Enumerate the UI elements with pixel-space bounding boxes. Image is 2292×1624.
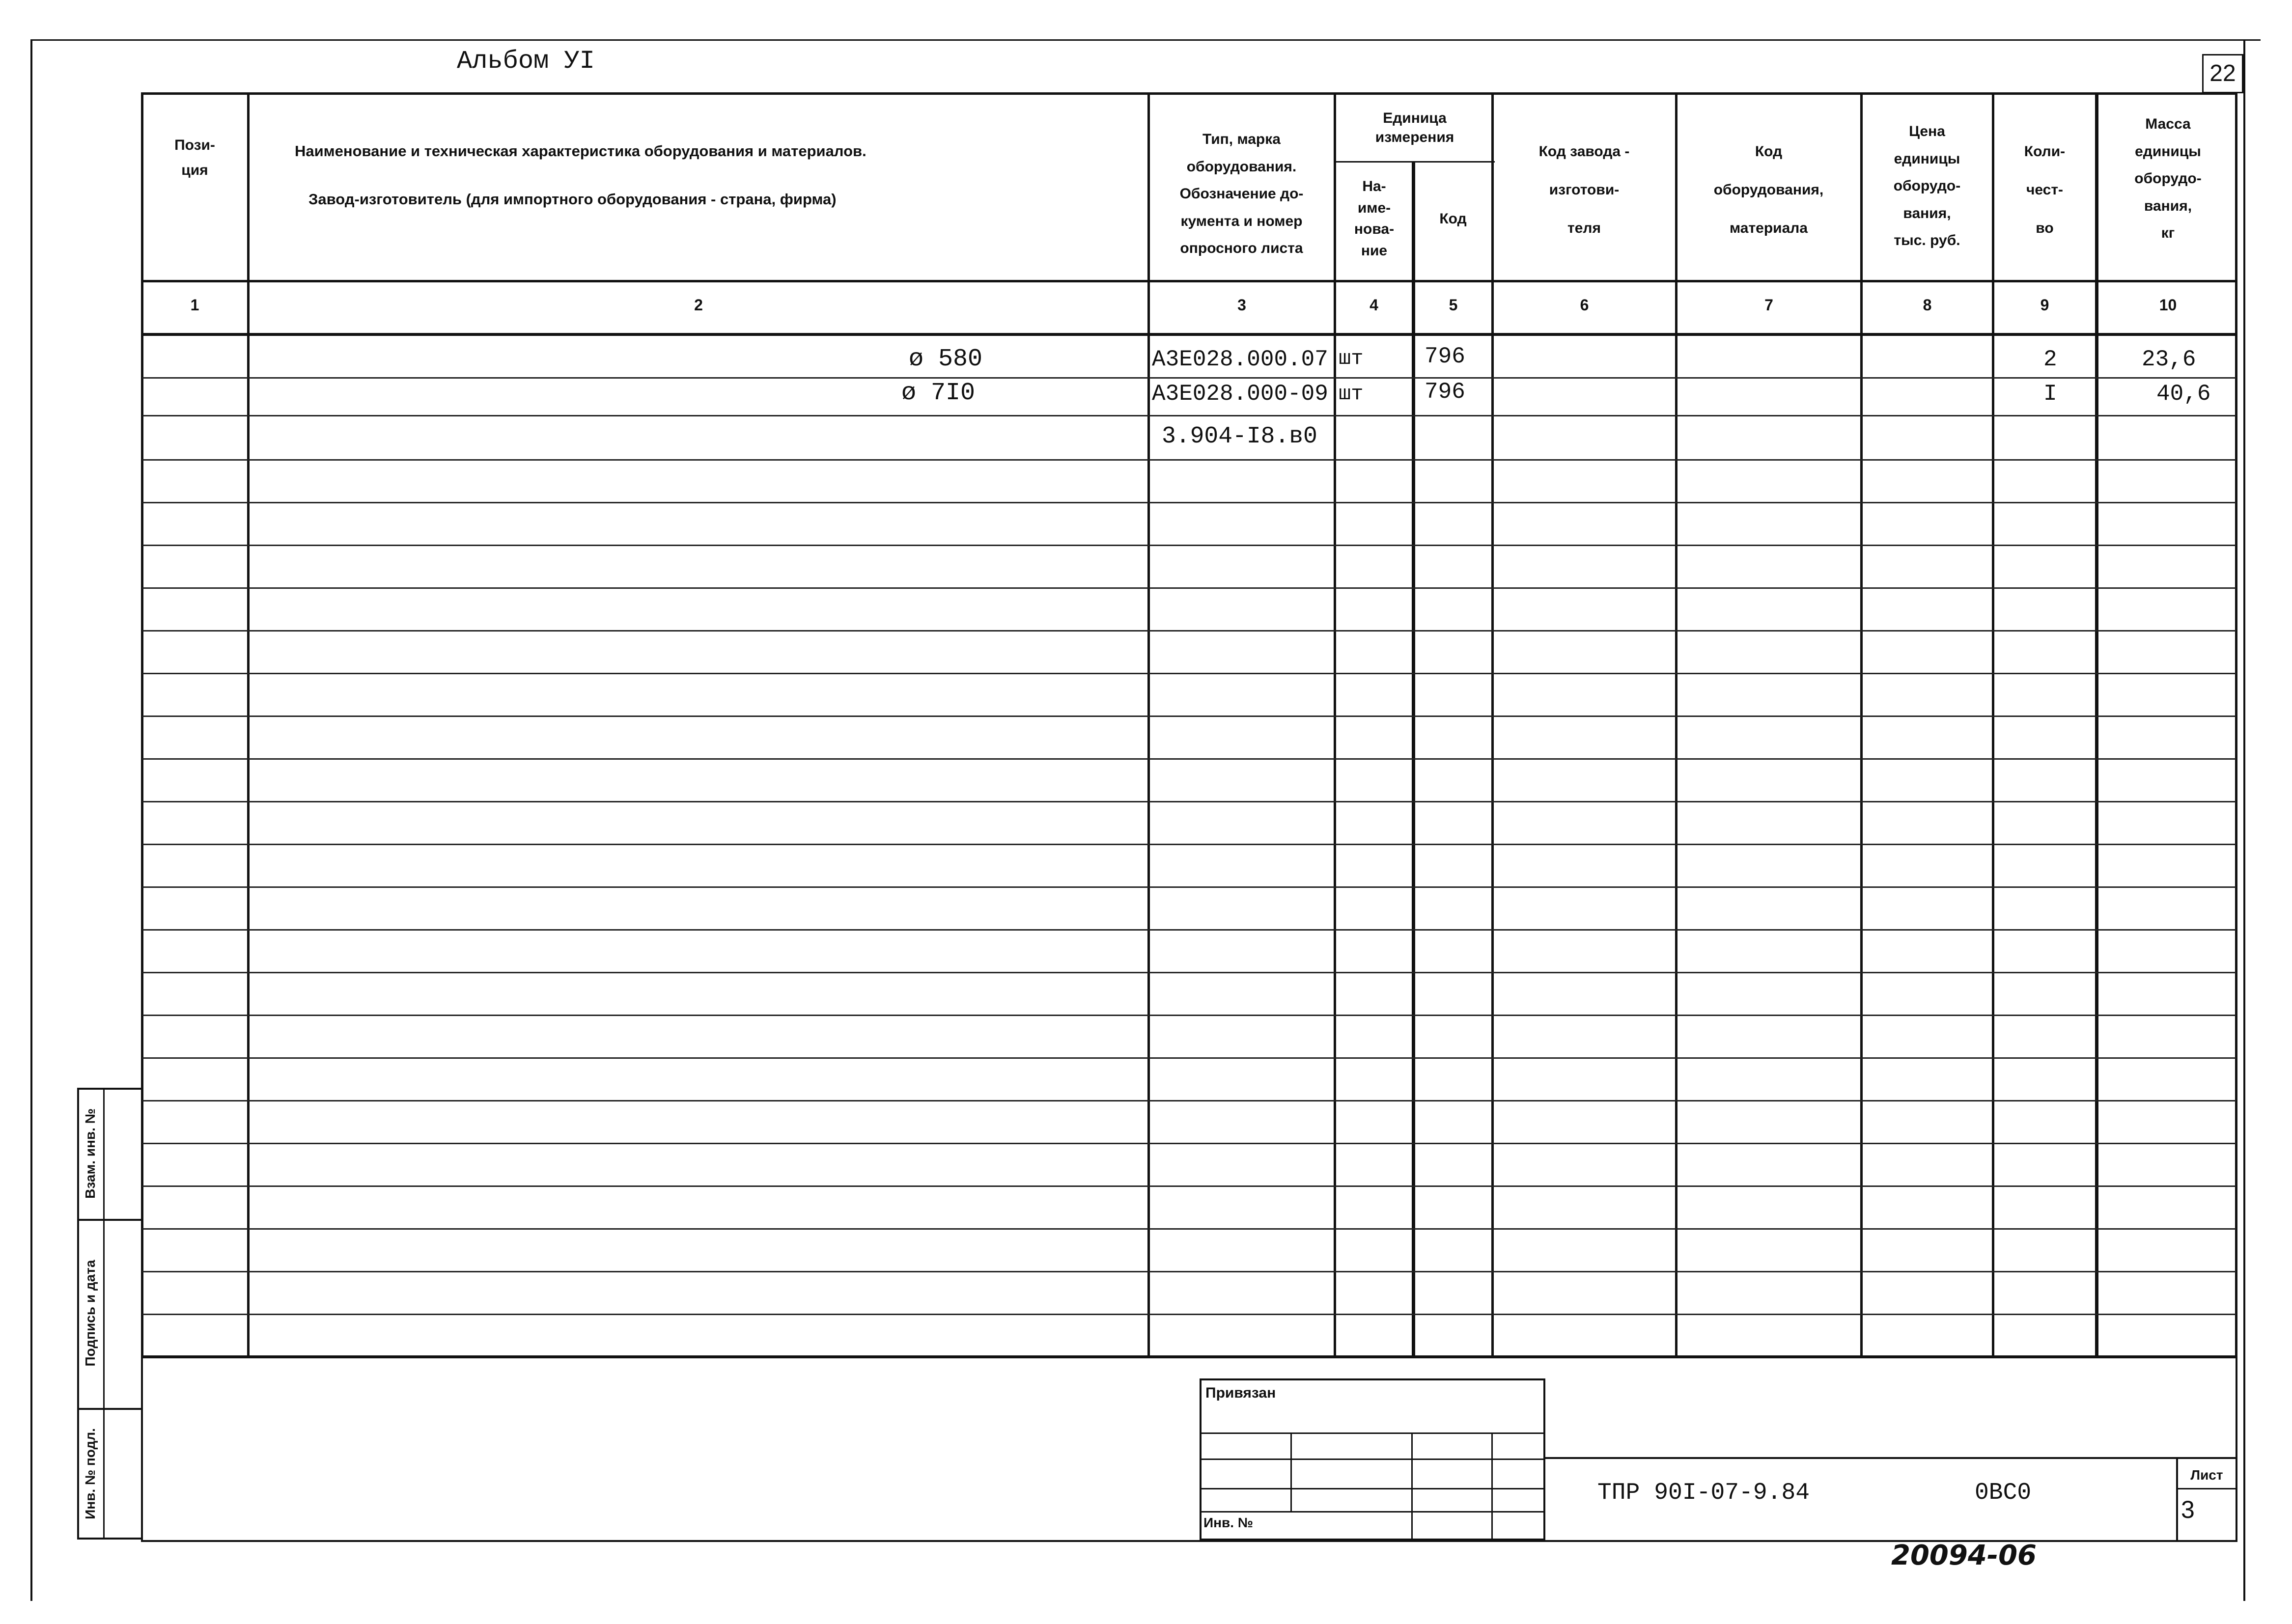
sheet-label-line bbox=[2176, 1488, 2237, 1489]
row-line bbox=[142, 1314, 2236, 1315]
privyazan-line1 bbox=[1200, 1432, 1545, 1434]
colnum-2: 2 bbox=[694, 296, 703, 314]
titleblock-top bbox=[1543, 1457, 2237, 1459]
row-line bbox=[142, 972, 2236, 973]
header-equipment-code: Код оборудования, материала bbox=[1713, 143, 1824, 236]
colnum-3: 3 bbox=[1237, 296, 1246, 314]
side-label-inv-podl: Инв. № подл. bbox=[83, 1428, 98, 1519]
album-title: Альбом УI bbox=[457, 47, 595, 76]
row-line bbox=[142, 886, 2236, 888]
colnum-8: 8 bbox=[1923, 296, 1932, 314]
colnum-5: 5 bbox=[1449, 296, 1458, 314]
side-strip-div1 bbox=[77, 1219, 142, 1221]
row1-unit: шт bbox=[1339, 347, 1364, 370]
side-label-inv-vzam: Взам. инв. № bbox=[83, 1108, 98, 1199]
privyazan-label: Привязан bbox=[1205, 1385, 1276, 1401]
row3-type: 3.904-I8.в0 bbox=[1162, 423, 1317, 450]
col-line-1 bbox=[247, 92, 250, 1358]
row-line bbox=[142, 801, 2236, 802]
header-unit-code: Код bbox=[1439, 211, 1467, 227]
privyazan-v2 bbox=[1411, 1432, 1413, 1541]
col-line-3 bbox=[1334, 92, 1336, 1358]
header-quantity: Коли- чест- во bbox=[2024, 143, 2066, 236]
row2-qty: I bbox=[2043, 381, 2057, 407]
row-line bbox=[142, 630, 2236, 632]
page-number: 22 bbox=[2209, 60, 2236, 86]
row2-type: А3Е028.000-09 bbox=[1152, 381, 1328, 407]
row2-code: 796 bbox=[1425, 379, 1465, 405]
sheet-label: Лист bbox=[2190, 1467, 2223, 1483]
row-line bbox=[142, 1100, 2236, 1101]
col-line-6 bbox=[1675, 92, 1677, 1358]
side-strip-div2 bbox=[77, 1408, 142, 1410]
privyazan-line3 bbox=[1200, 1488, 1545, 1489]
header-bottom-line bbox=[141, 280, 2237, 282]
side-label-sign-date: Подпись и дата bbox=[83, 1260, 98, 1367]
col-line-9 bbox=[2095, 92, 2098, 1358]
side-strip-left bbox=[77, 1088, 79, 1540]
privyazan-line2 bbox=[1200, 1459, 1545, 1460]
row-line bbox=[142, 415, 2236, 416]
colnum-1: 1 bbox=[190, 296, 199, 314]
row-line bbox=[142, 502, 2236, 503]
row-line bbox=[142, 1057, 2236, 1059]
row2-name: ø 7I0 bbox=[901, 379, 976, 407]
privyazan-v1 bbox=[1290, 1432, 1292, 1511]
titleblock-sheet-divider bbox=[2176, 1457, 2178, 1541]
side-strip-mid bbox=[103, 1088, 105, 1540]
row-line bbox=[142, 377, 2236, 379]
header-unit-name: На- име- нова- ние bbox=[1354, 178, 1395, 259]
col-line-5 bbox=[1491, 92, 1494, 1358]
right-border bbox=[2243, 39, 2245, 1601]
row-line bbox=[142, 929, 2236, 931]
row-line bbox=[142, 673, 2236, 674]
col-line-7 bbox=[1860, 92, 1863, 1358]
handwritten-number: 20094-06 bbox=[1891, 1540, 2037, 1571]
row-line bbox=[142, 758, 2236, 760]
colnum-9: 9 bbox=[2040, 296, 2049, 314]
header-factory-code: Код завода - изготови- теля bbox=[1538, 143, 1630, 236]
row-line bbox=[142, 1143, 2236, 1144]
doc-code: ТПР 90I-07-9.84 bbox=[1597, 1480, 1810, 1506]
col-line-2 bbox=[1147, 92, 1150, 1358]
row2-unit: шт bbox=[1339, 382, 1364, 406]
row1-name: ø 580 bbox=[909, 345, 983, 373]
row-line bbox=[142, 1185, 2236, 1187]
header-unit-group: Единица измерения bbox=[1375, 110, 1454, 145]
row1-type: А3Е028.000.07 bbox=[1152, 347, 1328, 372]
row-line bbox=[142, 1271, 2236, 1272]
colnum-10: 10 bbox=[2159, 296, 2177, 314]
privyazan-v3 bbox=[1491, 1432, 1493, 1541]
colnum-7: 7 bbox=[1764, 296, 1773, 314]
bottom-frame bbox=[141, 1355, 2237, 1542]
header-name-line2: Завод-изготовитель (для импортного оборудования - страна, фирма) bbox=[308, 191, 837, 208]
header-price: Цена единицы оборудо- вания, тыс. руб. bbox=[1893, 123, 1961, 248]
top-border bbox=[30, 39, 2261, 41]
row-line bbox=[142, 459, 2236, 461]
sheet-number: 3 bbox=[2181, 1496, 2195, 1523]
colnum-bottom-line bbox=[141, 333, 2237, 336]
colnum-4: 4 bbox=[1370, 296, 1378, 314]
row1-code: 796 bbox=[1425, 344, 1465, 369]
header-mass: Масса единицы оборудо- вания, кг bbox=[2134, 116, 2202, 241]
row-line bbox=[142, 844, 2236, 845]
row2-mass: 40,6 bbox=[2156, 381, 2211, 407]
col-line-4 bbox=[1412, 161, 1415, 1358]
header-type: Тип, марка оборудования. Обозначение до- кумента и номер опросного листа bbox=[1179, 131, 1304, 257]
header-name-line1: Наименование и техническая характеристика оборудования и материалов. bbox=[295, 142, 866, 160]
row1-qty: 2 bbox=[2043, 347, 2057, 372]
row-line bbox=[142, 1015, 2236, 1016]
row-line bbox=[142, 587, 2236, 589]
row-line bbox=[142, 545, 2236, 546]
side-strip-top bbox=[77, 1088, 142, 1090]
inv-no-label: Инв. № bbox=[1203, 1515, 1254, 1530]
row1-mass: 23,6 bbox=[2142, 347, 2196, 372]
privyazan-line4 bbox=[1200, 1511, 1545, 1513]
section-code: 0ВС0 bbox=[1975, 1480, 2032, 1506]
colnum-6: 6 bbox=[1580, 296, 1589, 314]
row-line bbox=[142, 1228, 2236, 1230]
col-line-8 bbox=[1992, 92, 1994, 1358]
side-strip-bottom bbox=[77, 1538, 142, 1540]
header-position: Пози- ция bbox=[174, 137, 215, 178]
row-line bbox=[142, 716, 2236, 717]
left-border bbox=[30, 39, 32, 1601]
